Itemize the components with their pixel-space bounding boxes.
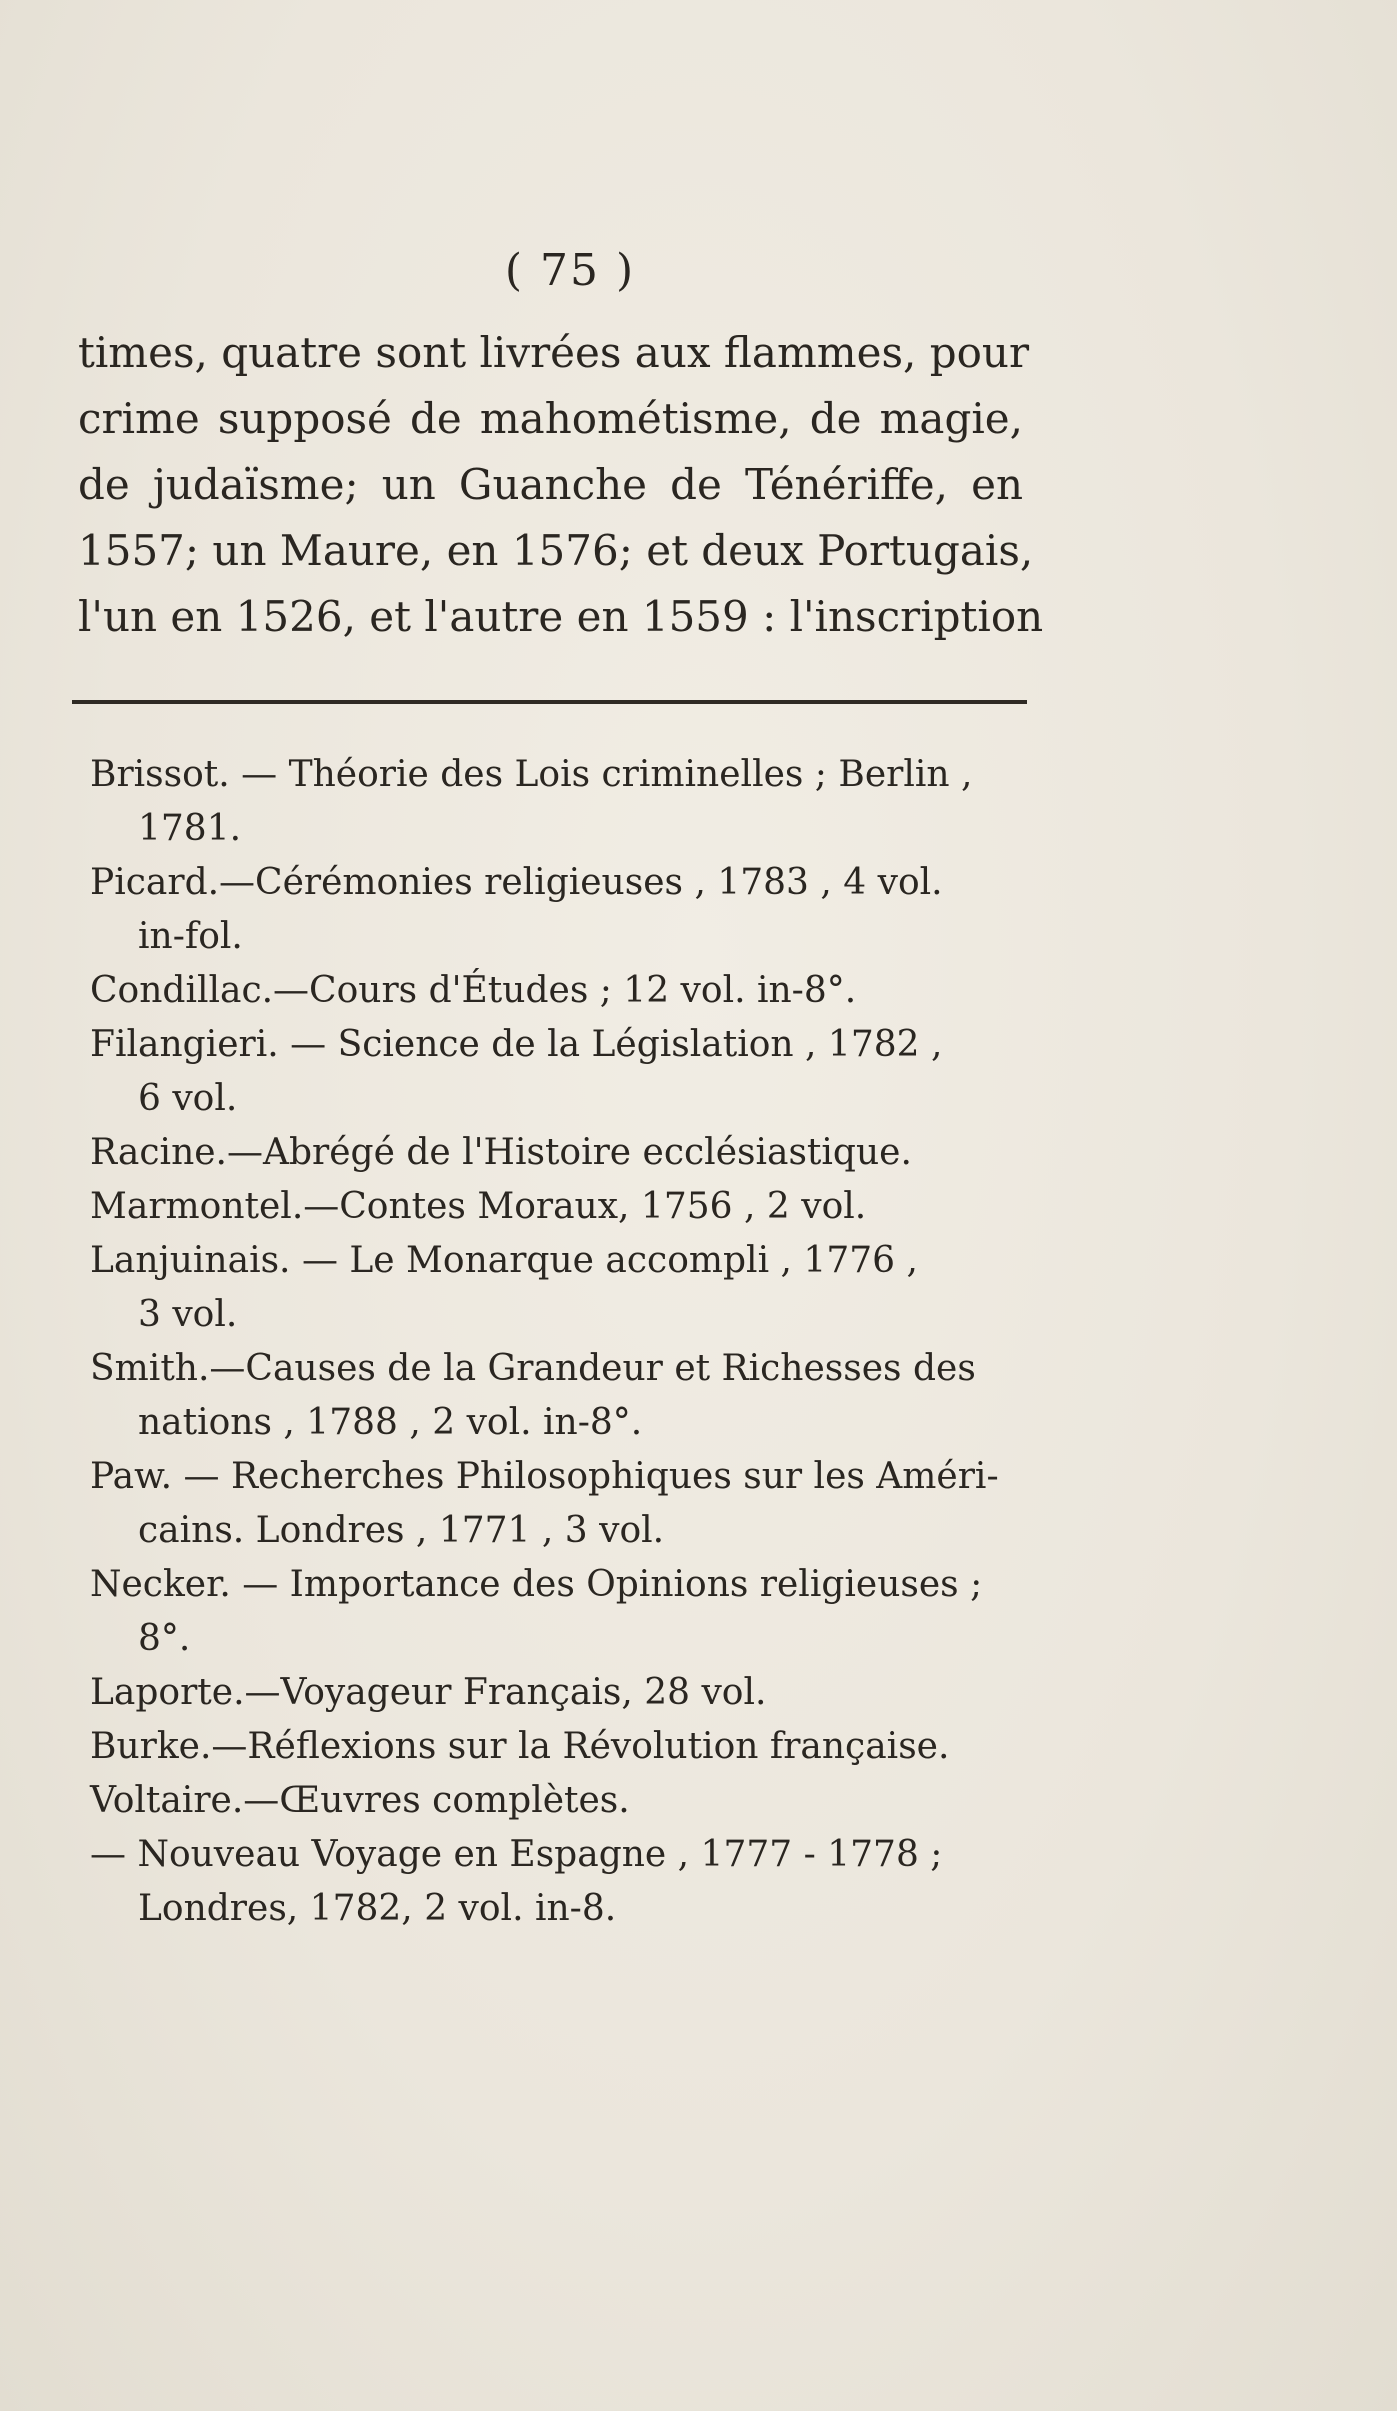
note-line: cains. Londres , 1771 , 3 vol. (138, 1510, 665, 1551)
note-entry (90, 1342, 1050, 1450)
note-entry (90, 1720, 1050, 1774)
note-line: Laporte.—Voyageur Français, 28 vol. (90, 1672, 767, 1713)
note-line: nations , 1788 , 2 vol. in-8°. (138, 1402, 643, 1443)
note-line: 3 vol. (138, 1294, 238, 1335)
bibliography-notes (90, 748, 1050, 1936)
body-line: de judaïsme; un Guanche de Ténériffe, en (78, 460, 1023, 509)
body-line: 1557; un Maure, en 1576; et deux Portugais, (78, 526, 1034, 575)
body-line: crime supposé de mahométisme, de magie, (78, 394, 1023, 443)
note-entry (90, 748, 1050, 856)
note-line: Picard.—Cérémonies religieuses , 1783 , 4 vol. (90, 862, 943, 903)
note-line: in-fol. (138, 916, 243, 957)
note-entry (90, 856, 1050, 964)
note-line: Voltaire.—Œuvres complètes. (90, 1780, 630, 1821)
note-line: Marmontel.—Contes Moraux, 1756 , 2 vol. (90, 1186, 867, 1227)
note-entry (90, 1774, 1050, 1828)
note-entry (90, 1180, 1050, 1234)
body-text (78, 320, 1044, 650)
body-line: l'un en 1526, et l'autre en 1559 : l'inscription (78, 592, 1044, 641)
note-line: Necker. — Importance des Opinions religieuses ; (90, 1564, 983, 1605)
note-line: 1781. (138, 808, 242, 849)
note-entry (90, 1558, 1050, 1666)
note-line: 8°. (138, 1618, 191, 1659)
note-line: Paw. — Recherches Philosophiques sur les Améri- (90, 1456, 999, 1497)
note-line: Condillac.—Cours d'Études ; 12 vol. in-8°. (90, 970, 857, 1011)
note-line: Brissot. — Théorie des Lois criminelles ; Berlin , (90, 754, 973, 795)
note-entry (90, 1126, 1050, 1180)
note-entry (90, 1828, 1050, 1936)
page-number: ( 75 ) (504, 245, 636, 296)
note-line: Lanjuinais. — Le Monarque accompli , 1776 , (90, 1240, 918, 1281)
note-line: 6 vol. (138, 1078, 238, 1119)
body-line: times, quatre sont livrées aux flammes, pour (78, 328, 1030, 377)
separator-rule (72, 700, 1027, 704)
note-entry (90, 1234, 1050, 1342)
note-line: Smith.—Causes de la Grandeur et Richesses des (90, 1348, 976, 1389)
note-line: — Nouveau Voyage en Espagne , 1777 - 1778 ; (90, 1834, 943, 1875)
note-line: Filangieri. — Science de la Législation , 1782 , (90, 1024, 943, 1065)
note-entry (90, 1018, 1050, 1126)
note-line: Racine.—Abrégé de l'Histoire ecclésiastique. (90, 1132, 912, 1173)
note-line: Burke.—Réflexions sur la Révolution française. (90, 1726, 950, 1767)
note-entry (90, 964, 1050, 1018)
note-entry (90, 1666, 1050, 1720)
note-entry (90, 1450, 1050, 1558)
note-line: Londres, 1782, 2 vol. in-8. (138, 1888, 617, 1929)
